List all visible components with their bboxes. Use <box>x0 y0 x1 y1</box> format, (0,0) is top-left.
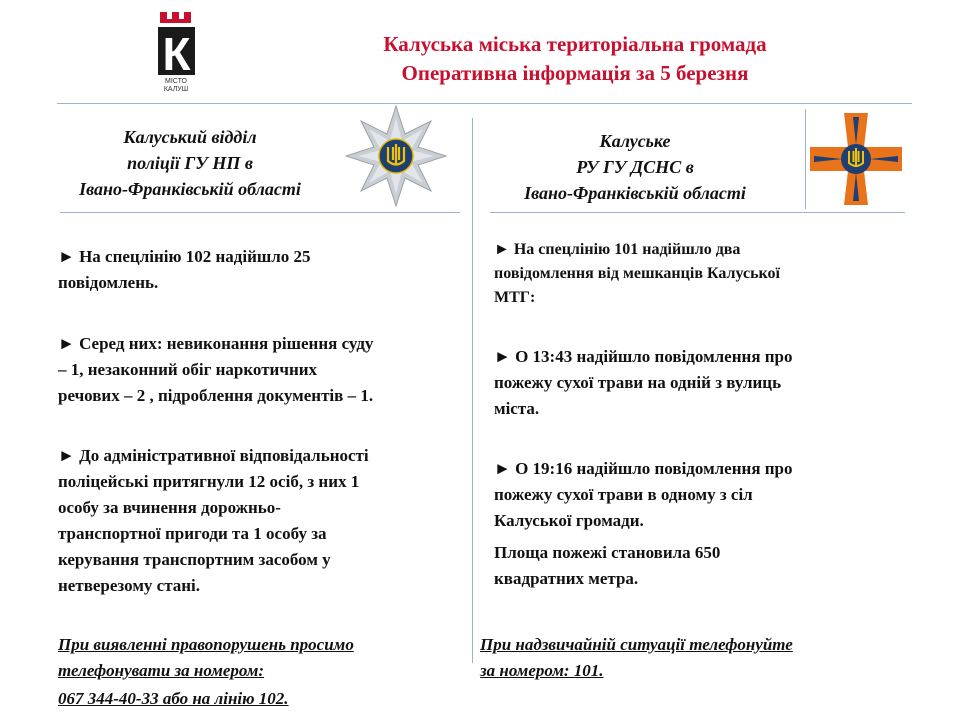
rescue-org-line-1: Калуське <box>599 131 671 151</box>
police-contact-phone: 067 344-40-33 або на лінію 102. <box>58 689 289 708</box>
police-org-name <box>55 124 325 202</box>
police-org-line-1: Калуський відділ <box>123 127 257 147</box>
police-star-icon <box>343 103 449 209</box>
police-contact-text: При виявленні правопорушень просимо телефонувати за номером: <box>58 635 354 680</box>
police-item-3: ► До адміністративної відповідальності поліцейські притягнули 12 осіб, з них 1 особу за вчинення дорожньо- транспортної пригоди та 1 особу за керування транспортним засобом у нетверезому стані. <box>58 446 369 595</box>
police-org-divider <box>60 212 460 213</box>
dsns-cross-icon <box>806 109 906 209</box>
rescue-item-1: ► На спецлінію 101 надійшло два повідомлення від мешканців Калуської МТГ: <box>494 241 780 306</box>
rescue-org-name <box>490 128 780 206</box>
rescue-fire-area: Площа пожежі становила 650 квадратних метра. <box>494 543 721 588</box>
city-logo <box>150 10 202 98</box>
police-item-2: ► Серед них: невиконання рішення суду – 1, незаконний обіг наркотичних речових – 2 , підроблення документів – 1. <box>58 334 374 405</box>
logo-letter: К <box>162 28 191 80</box>
rescue-emblem <box>805 109 906 209</box>
police-org-line-2: поліції ГУ НП в <box>127 153 253 173</box>
title-line-1: Калуська міська територіальна громада <box>383 32 767 56</box>
rescue-org-line-2: РУ ГУ ДСНС в <box>576 157 694 177</box>
rescue-item-2: ► О 13:43 надійшло повідомлення про пожежу сухої трави на одній з вулиць міста. <box>494 347 793 418</box>
title-line-2: Оперативна інформація за 5 березня <box>401 61 749 85</box>
police-org-line-3: Івано-Франківській області <box>79 179 301 199</box>
rescue-item-3: ► О 19:16 надійшло повідомлення про пожежу сухої трави в одному з сіл Калуської громади. <box>494 459 793 530</box>
logo-caption-2: КАЛУШ <box>163 86 189 93</box>
rescue-org-divider <box>490 212 905 213</box>
police-item-1: ► На спецлінію 102 надійшло 25 повідомлень. <box>58 247 311 292</box>
police-emblem <box>343 103 449 209</box>
page-title <box>240 30 910 88</box>
column-divider <box>472 118 473 663</box>
rescue-contact-text: При надзвичайній ситуації телефонуйте за номером: 101. <box>480 635 793 680</box>
header-divider <box>57 103 912 104</box>
rescue-org-line-3: Івано-Франківській області <box>524 183 746 203</box>
logo-caption-1: МІСТО <box>164 78 187 85</box>
